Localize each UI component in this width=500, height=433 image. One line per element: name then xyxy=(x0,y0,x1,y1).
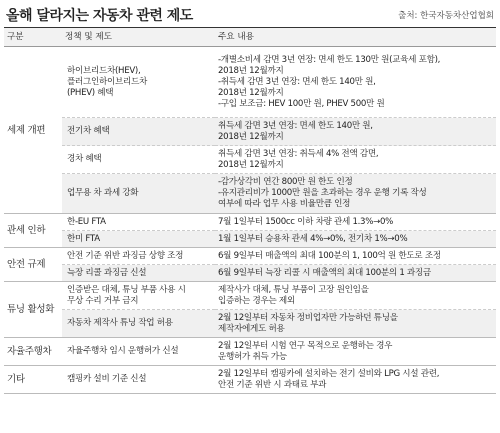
source-note: 출처: 한국자동차산업협회 xyxy=(398,11,494,21)
detail-cell: 2월 12일부터 자동차 정비업자만 가능하던 튜닝을 제작자에게도 허용 xyxy=(215,310,496,338)
table-row xyxy=(4,231,496,248)
policy-cell: 전기차 혜택 xyxy=(62,118,215,146)
policy-cell: 늑장 리콜 과징금 신설 xyxy=(62,265,215,282)
detail-cell: 취득세 감면 3년 연장: 취득세 4% 전액 감면, 2018년 12월까지 xyxy=(215,146,496,174)
detail-cell: 2월 12일부터 시험 연구 목적으로 운행하는 경우 운행허가 취득 가능 xyxy=(215,338,496,366)
category-cell: 기타 xyxy=(4,366,62,394)
header-policy: 정책 및 제도 xyxy=(62,28,215,47)
category-cell: 자율주행차 xyxy=(4,338,62,366)
detail-cell: 6월 9일부터 늑장 리콜 시 매출액의 최대 100분의 1 과징금 xyxy=(215,265,496,282)
table-row xyxy=(4,146,496,174)
policy-cell: 업무용 차 과세 강화 xyxy=(62,174,215,214)
header-category: 구분 xyxy=(4,28,62,47)
table-row xyxy=(4,310,496,338)
detail-cell: 취득세 감면 3년 연장: 면세 한도 140만 원, 2018년 12월까지 xyxy=(215,118,496,146)
table-row xyxy=(4,248,496,265)
policy-cell: 한미 FTA xyxy=(62,231,215,248)
policy-cell: 하이브리드차(HEV), 플러그인하이브리드차 (PHEV) 혜택 xyxy=(62,47,215,118)
table-row xyxy=(4,338,496,366)
category-cell: 세제 개편 xyxy=(4,47,62,214)
detail-cell: -개별소비세 감면 3년 연장: 면세 한도 130만 원(교육세 포함), 2018년 12월까지 -취득세 감면 3년 연장: 면세 한도 140만 원, 2018년 12월까지 -구입 보조금: HEV 100만 원, PHEV 500만 원 xyxy=(215,47,496,118)
table-row xyxy=(4,366,496,394)
category-cell: 튜닝 활성화 xyxy=(4,282,62,338)
detail-cell: 7월 1일부터 1500cc 이하 차량 관세 1.3%→0% xyxy=(215,214,496,231)
policy-cell: 자율주행차 임시 운행허가 신설 xyxy=(62,338,215,366)
policy-cell: 안전 기준 위반 과징금 상향 조정 xyxy=(62,248,215,265)
table-header-row xyxy=(4,28,496,47)
policy-cell: 경차 혜택 xyxy=(62,146,215,174)
table-row xyxy=(4,282,496,310)
detail-cell: 6월 9일부터 매출액의 최대 100분의 1, 100억 원 한도로 조정 xyxy=(215,248,496,265)
table-row xyxy=(4,214,496,231)
table-row xyxy=(4,265,496,282)
detail-cell: 1월 1일부터 승용차 관세 4%→0%, 전기차 1%→0% xyxy=(215,231,496,248)
table-row xyxy=(4,118,496,146)
policy-table xyxy=(4,27,496,394)
header-detail: 주요 내용 xyxy=(215,28,496,47)
detail-cell: -감가상각비 연간 800만 원 한도 인정 -유지관리비가 1000만 원을 초과하는 경우 운행 기록 작성 여부에 따라 업무 사용 비율만큼 인정 xyxy=(215,174,496,214)
table-row xyxy=(4,47,496,118)
detail-cell: 2월 12일부터 캠핑카에 설치하는 전기 설비와 LPG 시설 관련, 안전 기준 위반 시 과태료 부과 xyxy=(215,366,496,394)
policy-cell: 자동차 제작사 튜닝 작업 허용 xyxy=(62,310,215,338)
category-cell: 안전 규제 xyxy=(4,248,62,282)
policy-cell: 인증받은 대체, 튜닝 부품 사용 시 무상 수리 거부 금지 xyxy=(62,282,215,310)
policy-cell: 캠핑카 설비 기준 신설 xyxy=(62,366,215,394)
category-cell: 관세 인하 xyxy=(4,214,62,248)
policy-cell: 한-EU FTA xyxy=(62,214,215,231)
detail-cell: 제작사가 대체, 튜닝 부품이 고장 원인임을 입증하는 경우는 제외 xyxy=(215,282,496,310)
document-title: 올해 달라지는 자동차 관련 제도 xyxy=(6,8,193,24)
table-row xyxy=(4,174,496,214)
